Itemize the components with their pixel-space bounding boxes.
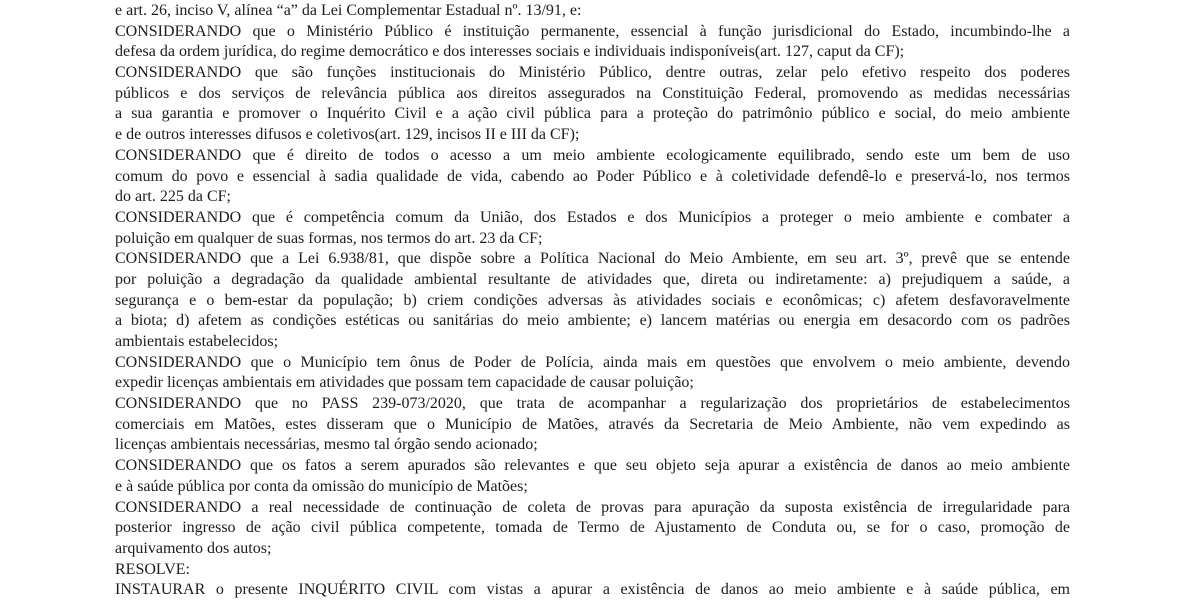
document-line: comerciais em Matões, estes disseram que o Município de Matões, através da Secretaria de Meio Ambiente, não vem expedindo as <box>115 415 1070 433</box>
document-body <box>115 1 1070 601</box>
document-line: CONSIDERANDO que é competência comum da União, dos Estados e dos Municípios a proteger o meio ambiente e combater a <box>115 208 1070 226</box>
document-line: CONSIDERANDO que a Lei 6.938/81, que dispõe sobre a Política Nacional do Meio Ambiente, em seu art. 3º, prevê que se entende <box>115 250 1070 268</box>
document-line: a sua garantia e promover o Inquérito Civil e a ação civil pública para a proteção do patrimônio público e social, do meio ambiente <box>115 105 1070 123</box>
document-line: e art. 26, inciso V, alínea “a” da Lei Complementar Estadual nº. 13/91, e: <box>115 2 582 19</box>
document-line: posterior ingresso de ação civil pública competente, tomada de Termo de Ajustamento de Conduta ou, se for o caso, promoção de <box>115 519 1070 537</box>
document-line: comum do povo e essencial à sadia qualidade de vida, cabendo ao Poder Público e à coletividade defendê-lo e preservá-lo, nos termos <box>115 167 1070 185</box>
document-line: e à saúde pública por conta da omissão do município de Matões; <box>115 477 528 495</box>
document-line: licenças ambientais necessárias, mesmo tal órgão sendo acionado; <box>115 436 538 454</box>
document-line: CONSIDERANDO que são funções institucionais do Ministério Público, dentre outras, zelar pelo efetivo respeito dos poderes <box>115 64 1070 82</box>
document-line: expedir licenças ambientais em atividades que possam tem capacidade de causar poluição; <box>115 374 694 392</box>
document-line: CONSIDERANDO que o Município tem ônus de Poder de Polícia, ainda mais em questões que envolvem o meio ambiente, devendo <box>115 353 1070 371</box>
document-line: RESOLVE: <box>115 560 190 578</box>
document-line: por poluição a degradação da qualidade ambiental resultante de atividades que, direta ou indiretamente: a) prejudiquem a saúde, a <box>115 270 1070 288</box>
document-line: CONSIDERANDO que os fatos a serem apurados são relevantes e que seu objeto seja apurar a existência de danos ao meio ambiente <box>115 457 1070 475</box>
document-line: a biota; d) afetem as condições estéticas ou sanitárias do meio ambiente; e) lancem matérias ou energia em desacordo com os padrões <box>115 312 1070 330</box>
document-line: ambientais estabelecidos; <box>115 333 279 350</box>
document-line: poluição em qualquer de suas formas, nos termos do art. 23 da CF; <box>115 229 543 247</box>
document-line: do art. 225 da CF; <box>115 188 231 206</box>
document-line: segurança e o bem-estar da população; b) criem condições adversas às atividades sociais e econômicas; c) afetem desfavoravelmente <box>115 291 1070 309</box>
document-line: CONSIDERANDO que é direito de todos o acesso a um meio ambiente ecologicamente equilibrado, sendo este um bem de uso <box>115 146 1070 164</box>
document-line: defesa da ordem jurídica, do regime democrático e dos interesses sociais e individuais indisponíveis(art. 127, caput da CF); <box>115 43 905 61</box>
document-line: públicos e dos serviços de relevância pública aos direitos assegurados na Constituição Federal, promovendo as medidas necessárias <box>115 84 1070 102</box>
document-line: INSTAURAR o presente INQUÉRITO CIVIL com vistas a apurar a existência de danos ao meio ambiente e à saúde pública, em <box>115 581 1070 599</box>
document-page <box>115 1 1070 601</box>
document-line: arquivamento dos autos; <box>115 539 272 557</box>
document-line: CONSIDERANDO a real necessidade de continuação de coleta de provas para apuração da suposta existência de irregularidade para <box>115 498 1070 516</box>
document-line: e de outros interesses difusos e coletivos(art. 129, incisos II e III da CF); <box>115 126 580 144</box>
document-line: CONSIDERANDO que o Ministério Público é instituição permanente, essencial à função jurisdicional do Estado, incumbindo-lhe a <box>115 22 1070 40</box>
document-line: CONSIDERANDO que no PASS 239-073/2020, que trata de acompanhar a regularização dos proprietários de estabelecimentos <box>115 395 1070 413</box>
